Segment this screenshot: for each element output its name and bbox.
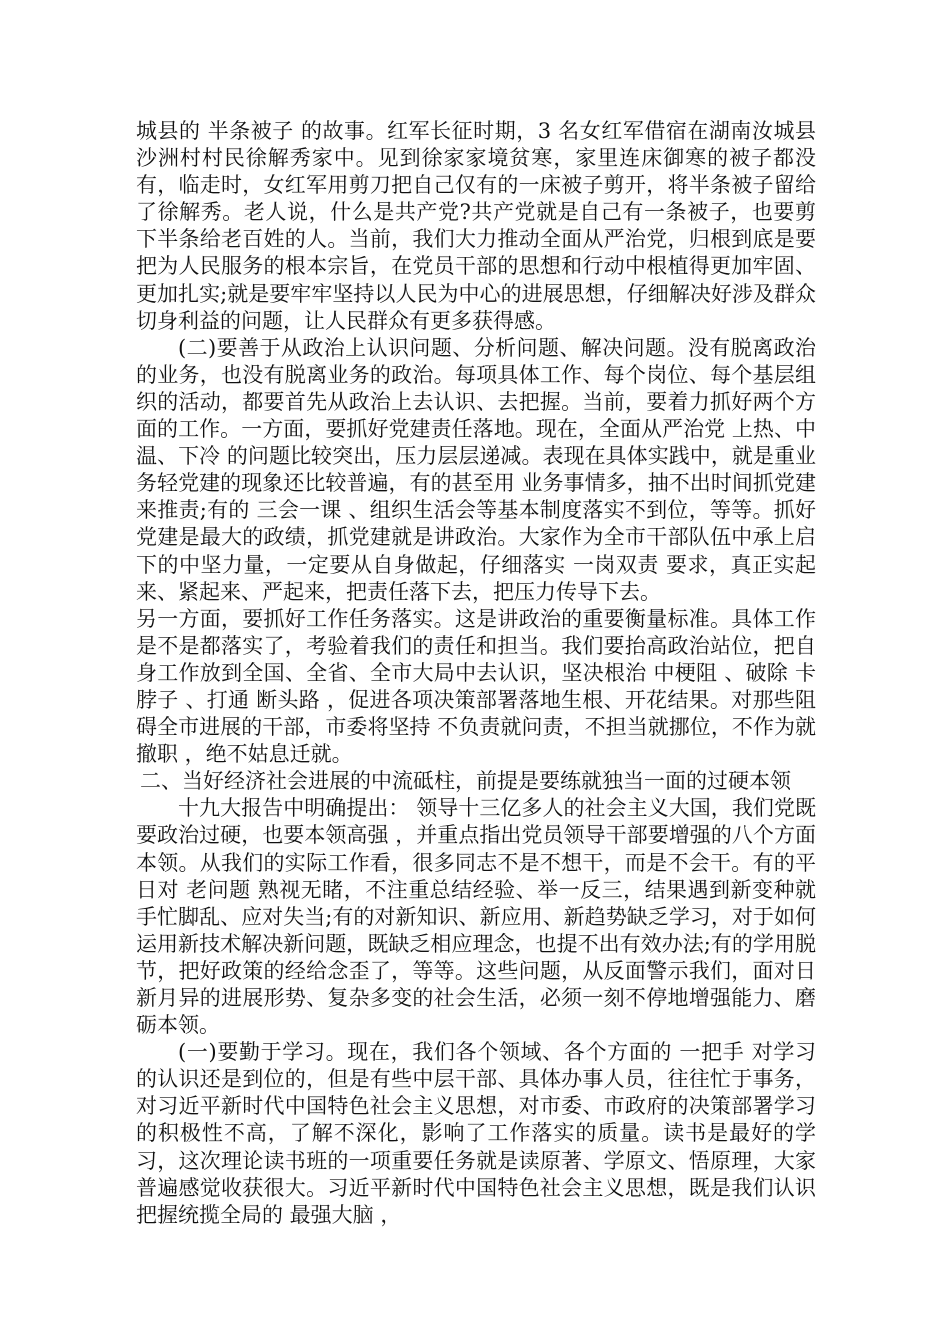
paragraph-political-understanding: (二)要善于从政治上认识问题、分析问题、解决问题。没有脱离政治的业务，也没有脱离业务的政治。每项具体工作、每个岗位、每个基层组织的活动，都要首先从政治上去认识、去把握。当前，要着力抓好两个方面的工作。一方面，要抓好党建责任落地。现在，全面从严治党 上热、中温、下冷 的问题比较突出，压力层层递减。表现在具体实践中，就是重业务轻党建的现象还比较普遍，有的甚至用 业务事情多，抽不出时间抓党建 来推责;有的 三会一课 、组织生活会等基本制度落实不到位，等等。抓好党建是最大的政绩，抓党建就是讲政治。大家作为全市干部队伍中承上启下的中坚力量，一定要从自身做起，仔细落实 一岗双责 要求，真正实起来、紧起来、严起来，把责任落下去，把压力传导下去。 (136, 335, 816, 604)
paragraph-report-requirements: 十九大报告中明确提出： 领导十三亿多人的社会主义大国，我们党既要政治过硬，也要本领高强 ，并重点指出党员领导干部要增强的八个方面本领。从我们的实际工作看，很多同志不是不想干，而是不会干。有的平日对 老问题 熟视无睹，不注重总结经验、举一反三，结果遇到新变种就手忙脚乱、应对失当;有的对新知识、新应用、新趋势缺乏学习，对于如何运用新技术解决新问题，既缺乏相应理念，也提不出有效办法;有的学用脱节，把好政策的经给念歪了，等等。这些问题，从反面警示我们，面对日新月异的进展形势、复杂多变的社会生活，必须一刻不停地增强能力、磨砺本领。 (136, 796, 816, 1038)
section-heading-two: 二、当好经济社会进展的中流砥柱，前提是要练就独当一面的过硬本领 (140, 769, 791, 794)
paragraph-diligent-study: (一)要勤于学习。现在，我们各个领域、各个方面的 一把手 对学习的认识还是到位的，但是有些中层干部、具体办事人员，往往忙于事务，对习近平新时代中国特色社会主义思想，对市委、市政府的决策部署学习的积极性不高，了解不深化，影响了工作落实的质量。读书是最好的学习，这次理论读书班的一项重要任务就是读原著、学原文、悟原理，大家普遍感觉收获很大。习近平新时代中国特色社会主义思想，既是我们认识把握统揽全局的 最强大脑 ， (136, 1040, 816, 1227)
document-body (136, 118, 816, 1229)
paragraph-half-quilt-story: 城县的 半条被子 的故事。红军长征时期，3 名女红军借宿在湖南汝城县沙洲村村民徐解秀家中。见到徐家家境贫寒，家里连床御寒的被子都没有，临走时，女红军用剪刀把自己仅有的一床被子剪开，将半条被子留给了徐解秀。老人说，什么是共产党?共产党就是自己有一条被子，也要剪下半条给老百姓的人。当前，我们大力推动全面从严治党，归根到底是要把为人民服务的根本宗旨，在党员干部的思想和行动中根植得更加牢固、更加扎实;就是要牢牢坚持以人民为中心的进展思想，仔细解决好涉及群众切身利益的问题，让人民群众有更多获得感。 (136, 119, 816, 333)
paragraph-task-implementation: 另一方面，要抓好工作任务落实。这是讲政治的重要衡量标准。具体工作是不是都落实了，考验着我们的责任和担当。我们要抬高政治站位，把自身工作放到全国、全省、全市大局中去认识，坚决根治 中梗阻 、破除 卡脖子 、打通 断头路 ，促进各项决策部署落地生根、开花结果。对那些阻碍全市进展的干部，市委将坚持 不负责就问责，不担当就挪位，不作为就撤职 ，绝不姑息迁就。 (136, 606, 816, 767)
